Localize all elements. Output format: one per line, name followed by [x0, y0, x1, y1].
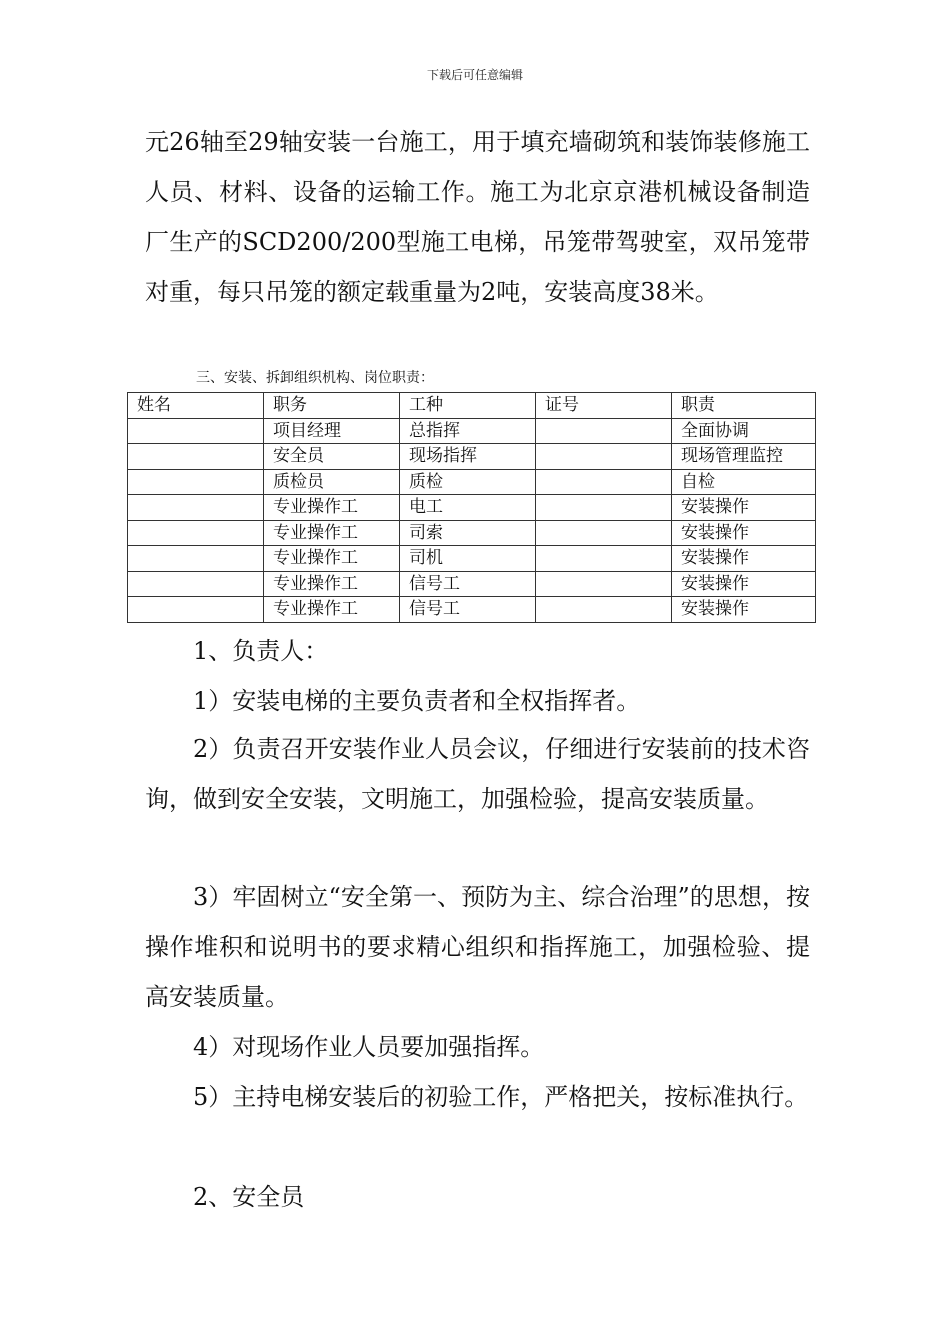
- table-row: [128, 418, 816, 444]
- table-cell: [128, 444, 264, 470]
- table-cell: 质检员: [264, 469, 400, 495]
- table-row: [128, 571, 816, 597]
- table-row: [128, 495, 816, 521]
- table-cell: 总指挥: [400, 418, 536, 444]
- duty-item-3: 3）牢固树立“安全第一、预防为主、综合治理”的思想，按操作堆积和说明书的要求精心组织和指挥施工，加强检验、提高安装质量。: [145, 883, 810, 1011]
- table-cell: 项目经理: [264, 418, 400, 444]
- table-cell: 信号工: [400, 571, 536, 597]
- heading-responsible-person: 1、负责人：: [193, 637, 329, 665]
- table-cell: [128, 597, 264, 623]
- page-header-note: 下载后可任意编辑: [426, 68, 523, 82]
- table-cell: [128, 418, 264, 444]
- table-cell: [536, 495, 672, 521]
- header-cell-name: 姓名: [128, 393, 264, 419]
- heading-safety-officer: 2、安全员: [193, 1183, 305, 1211]
- duty-item-5: 5）主持电梯安装后的初验工作，严格把关，按标准执行。: [193, 1083, 809, 1111]
- table-cell: 专业操作工: [264, 520, 400, 546]
- table-row: [128, 520, 816, 546]
- table-header-row: [128, 393, 816, 419]
- table-row: [128, 546, 816, 572]
- header-cell-duty: 职责: [672, 393, 816, 419]
- header-cell-position: 职务: [264, 393, 400, 419]
- table-cell: 安装操作: [672, 597, 816, 623]
- table-cell: 全面协调: [672, 418, 816, 444]
- table-cell: 安装操作: [672, 520, 816, 546]
- table-cell: [128, 571, 264, 597]
- table-cell: 质检: [400, 469, 536, 495]
- duty-item-1: 1）安装电梯的主要负责者和全权指挥者。: [193, 687, 641, 715]
- header-cell-trade: 工种: [400, 393, 536, 419]
- intro-paragraph: 元26轴至29轴安装一台施工，用于填充墙砌筑和装饰装修施工人员、材料、设备的运输工作。施工为北京京港机械设备制造厂生产的SCD200/200型施工电梯，吊笼带驾驶室，双吊笼带对重，每只吊笼的额定载重量为2吨，安装高度38米。: [145, 128, 810, 306]
- duty-item-2: 2）负责召开安装作业人员会议，仔细进行安装前的技术咨询，做到安全安装，文明施工，加强检验，提高安装质量。: [145, 735, 810, 813]
- table-cell: [536, 469, 672, 495]
- table-cell: 电工: [400, 495, 536, 521]
- table-cell: 专业操作工: [264, 597, 400, 623]
- table-cell: 专业操作工: [264, 495, 400, 521]
- table-cell: 现场指挥: [400, 444, 536, 470]
- table-cell: [536, 418, 672, 444]
- table-cell: [536, 520, 672, 546]
- table-cell: [536, 571, 672, 597]
- table-row: [128, 597, 816, 623]
- table-cell: [128, 495, 264, 521]
- table-cell: 安装操作: [672, 495, 816, 521]
- table-cell: [536, 597, 672, 623]
- table-cell: 现场管理监控: [672, 444, 816, 470]
- table-cell: [128, 520, 264, 546]
- table-cell: [536, 444, 672, 470]
- table-cell: [128, 546, 264, 572]
- table-row: [128, 444, 816, 470]
- table-cell: 安全员: [264, 444, 400, 470]
- table-cell: 信号工: [400, 597, 536, 623]
- table-cell: 安装操作: [672, 571, 816, 597]
- table-cell: 安装操作: [672, 546, 816, 572]
- section-title: 三、安装、拆卸组织机构、岗位职责：: [196, 370, 434, 386]
- duty-item-4: 4）对现场作业人员要加强指挥。: [193, 1033, 545, 1061]
- table-cell: [128, 469, 264, 495]
- table-cell: [536, 546, 672, 572]
- table-row: [128, 469, 816, 495]
- header-cell-cert: 证号: [536, 393, 672, 419]
- table-cell: 自检: [672, 469, 816, 495]
- table-cell: 专业操作工: [264, 546, 400, 572]
- table-cell: 司机: [400, 546, 536, 572]
- organization-table: [127, 392, 816, 623]
- table-cell: 司索: [400, 520, 536, 546]
- table-cell: 专业操作工: [264, 571, 400, 597]
